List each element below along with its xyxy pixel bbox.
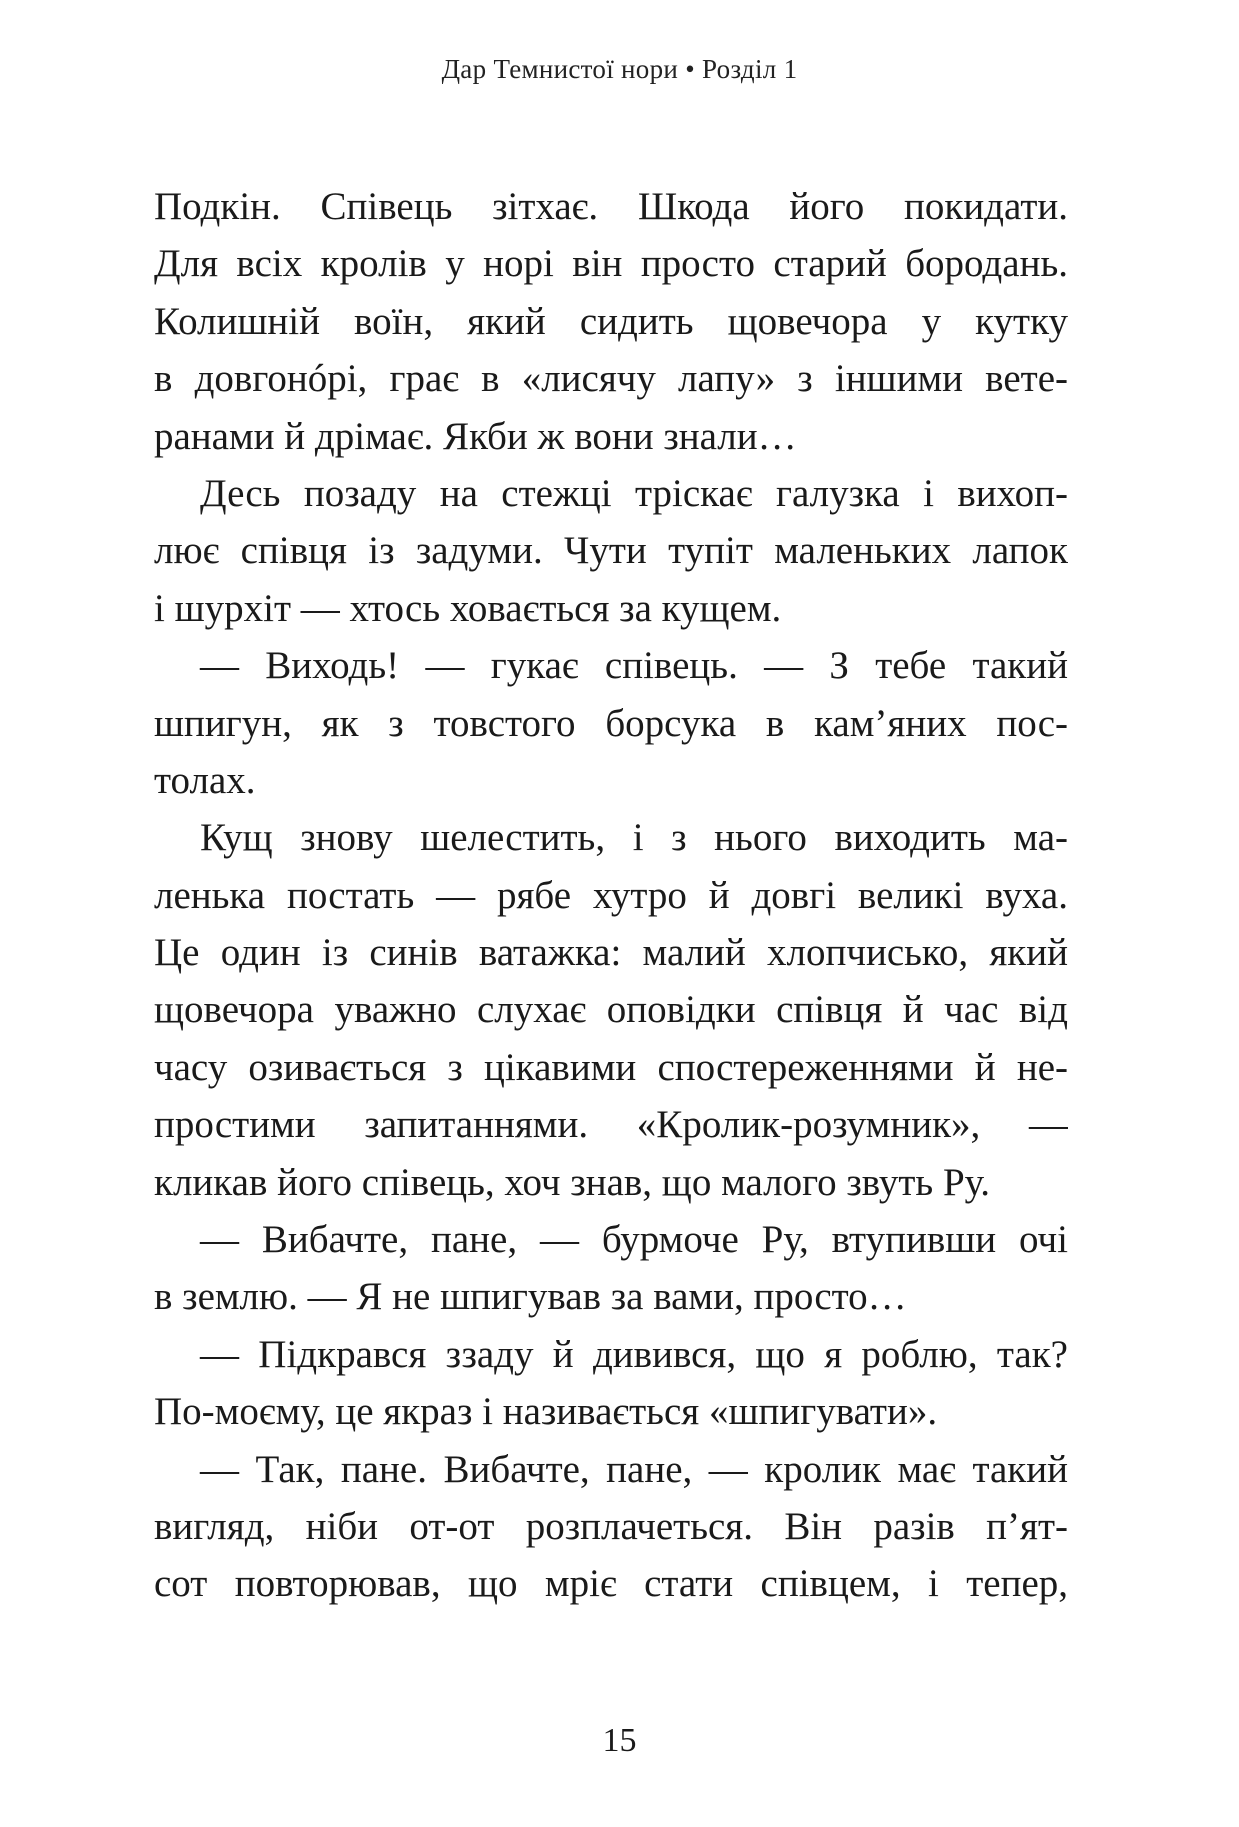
text-line: Колишній воїн, який сидить щовечора у кутку (154, 299, 1068, 343)
text-line: ранами й дрімає. Якби ж вони знали… (154, 414, 797, 458)
text-line: — Так, пане. Вибачте, пане, — кролик має такий (200, 1447, 1068, 1491)
text-line: кликав його співець, хоч знав, що малого звуть Ру. (154, 1160, 990, 1204)
text-line: Кущ знову шелестить, і з нього виходить ма- (200, 816, 1068, 860)
text-line: — Підкрався ззаду й дивився, що я роблю, так? (200, 1332, 1068, 1376)
body-text (154, 178, 1068, 1613)
text-line: ленька постать — рябе хутро й довгі великі вуха. (154, 873, 1068, 917)
text-line: Це один із синів ватажка: малий хлопчисько, який (154, 931, 1068, 975)
text-line: простими запитаннями. «Кролик-розумник», — (154, 1103, 1068, 1147)
page-number: 15 (602, 1722, 637, 1759)
text-line: — Виходь! — гукає співець. — З тебе такий (200, 644, 1068, 688)
text-line: Подкін. Співець зітхає. Шкода його покидати. (154, 185, 1068, 228)
text-line: і шурхіт — хтось ховається за кущем. (154, 586, 782, 630)
text-line: сот повторював, що мріє стати співцем, і тепер, (154, 1562, 1068, 1606)
text-line: в землю. — Я не шпигував за вами, просто… (154, 1275, 907, 1319)
text-line: щовечора уважно слухає оповідки співця й час від (154, 988, 1068, 1032)
text-line: Десь позаду на стежці тріскає галузка і вихоп- (200, 471, 1068, 515)
text-line: — Вибачте, пане, — бурмоче Ру, втупивши очі (200, 1218, 1068, 1262)
text-line: шпигун, як з товстого борсука в кам’яних пос- (154, 701, 1068, 745)
text-line: толах. (154, 758, 256, 802)
text-line: в довгонóрі, грає в «лисячу лапу» з іншими вете- (154, 357, 1068, 401)
text-line: Для всіх кролів у норі він просто старий бородань. (154, 242, 1068, 286)
text-line: По-моєму, це якраз і називається «шпигувати». (154, 1390, 938, 1434)
text-line: часу озивається з цікавими спостереженнями й не- (154, 1045, 1068, 1089)
text-line: лює співця із задуми. Чути тупіт маленьких лапок (154, 529, 1068, 573)
text-line: вигляд, ніби от-от розплачеться. Він разів п’ят- (154, 1504, 1068, 1548)
running-head: Дар Темнистої нори • Розділ 1 (441, 54, 798, 84)
